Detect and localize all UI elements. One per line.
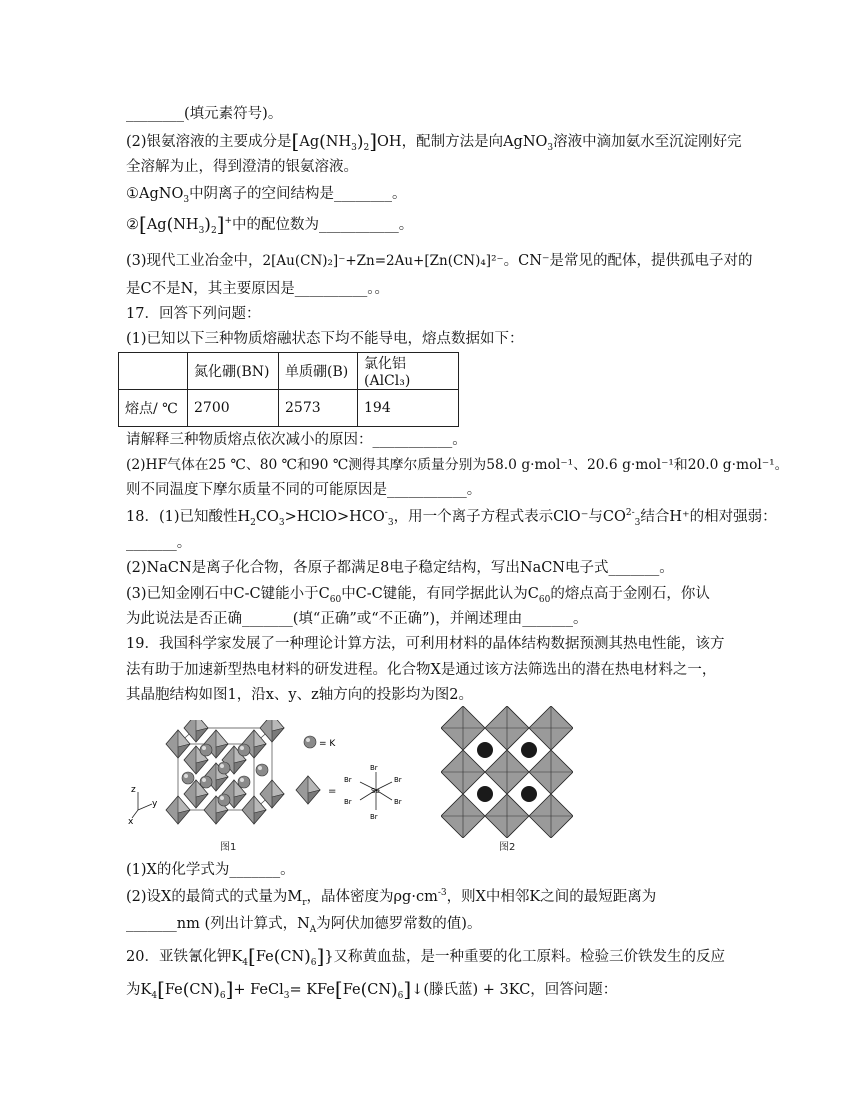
text: (3)现代工业冶金中， [126, 253, 263, 269]
text: 中阴离子的空间结构是________。 [189, 186, 407, 202]
table-row [119, 390, 459, 427]
q17-1-reason: 请解释三种物质熔点依次减小的原因：___________。 [126, 432, 467, 448]
chem: Fe [342, 982, 361, 998]
q16-1-blank: ________(填元素符号)。 [126, 106, 283, 122]
text: 的熔点高于金刚石，你认 [550, 586, 710, 602]
chem: Ag [299, 134, 320, 150]
text: (2)设X的最简式的式量为M [126, 889, 303, 905]
subscript: 60 [538, 594, 551, 605]
text: 18．(1)已知酸性H [126, 509, 251, 525]
table-cell: 熔点/ ℃ [119, 390, 188, 427]
se-label: Se [371, 787, 380, 795]
text: 。CN⁻是常见的配体，提供孤电子对的 [503, 253, 753, 269]
q19-line3: 其晶胞结构如图1，沿x、y、z轴方向的投影均为图2。 [126, 687, 473, 703]
legend-k-label: = K [319, 739, 336, 749]
br-label: Br [344, 798, 352, 806]
chem: Ag [146, 217, 167, 233]
chem: CN [367, 982, 392, 998]
table-cell: 氮化硼(BN) [188, 353, 279, 390]
q20-line1: 20．亚铁氰化钾$K_4[Fe(CN)_6]$}又称黄血盐，是一种重要的化工原料。检验三价铁发生的反应 [126, 944, 726, 968]
q19-line2: 法有助于加速新型热电材料的研发进程。化合物X是通过该方法筛选出的潜在热电材料之一， [126, 662, 717, 678]
text: ，晶体密度为ρg·cm [306, 889, 438, 905]
q16-2-sub1: ①AgNO$_3$中阴离子的空间结构是________。 [126, 186, 407, 205]
q18-1-blank: _______。 [126, 535, 192, 551]
q16-2-line2: 全溶解为止，得到澄清的银氨溶液。 [126, 159, 358, 175]
projection-k-atom [521, 742, 537, 758]
chem: NH [325, 134, 352, 150]
q18-3-line2: 为此说法是否正确_______(填“正确”或“不正确”)，并阐述理由_______。 [126, 611, 588, 627]
equation: 2[Au(CN)₂]⁻+Zn=2Au+[Zn(CN)₄]²⁻ [262, 253, 504, 269]
table-cell: 194 [358, 390, 459, 427]
table-cell [119, 353, 188, 390]
table-cell: 氯化铝(AlCl₃) [358, 353, 459, 390]
figure-2-projection [441, 706, 573, 838]
axis-y-label: y [152, 799, 158, 809]
q19-line1: 19．我国科学家发展了一种理论计算方法，可利用材料的晶体结构数据预测其热电性能，该方 [126, 636, 725, 652]
chem: Fe [164, 982, 183, 998]
q19-2-line2: _______nm (列出计算式，$N_A$为阿伏加德罗常数的值)。 [126, 916, 482, 935]
br-label: Br [394, 776, 402, 784]
q19-1: (1)X的化学式为_______。 [126, 862, 295, 878]
text: ，则X中相邻K之间的最短距离为 [446, 889, 657, 905]
projection-k-atom [477, 786, 493, 802]
q18-3-line1 [126, 584, 746, 604]
text: 中C-C键能，有同学据此认为C [341, 586, 539, 602]
br-label: Br [394, 798, 402, 806]
chem: CN [280, 949, 305, 965]
figure-1-unit-cell [126, 720, 426, 840]
axis-x-label: x [128, 817, 134, 827]
chem: CN [189, 982, 214, 998]
q18-1: 18．(1)已知酸性$H_2CO_3>HClO>HCO^-_3$，用一个离子方程式表示ClO⁻与$CO^{2-}_3$结合H⁺的相对强弱： [126, 508, 777, 528]
q18-2: (2)NaCN是离子化合物，各原子都满足8电子稳定结构，写出NaCN电子式_______。 [126, 560, 674, 576]
projection-k-atom [521, 786, 537, 802]
text: (3)已知金刚石中C-C键能小于C [126, 586, 330, 602]
q16-2-line1: (2)银氨溶液的主要成分是$[Ag(NH_3)_2]OH$，配制方法是向AgNO$_3$溶液中滴加氨水至沉淀刚好完 [126, 129, 742, 153]
q17-title: 17．回答下列问题： [126, 306, 261, 322]
text: ② [126, 217, 139, 233]
br-label: Br [370, 813, 378, 821]
text: _______nm (列出计算式，N [126, 916, 310, 932]
subscript: 60 [329, 594, 342, 605]
chem: NH [173, 217, 199, 233]
text: 20．亚铁氰化钾K [126, 949, 243, 965]
br-label: Br [370, 764, 378, 772]
projection-k-atom [477, 742, 493, 758]
projection-octahedra [441, 706, 573, 838]
q17-2-line2: 则不同温度下摩尔质量不同的可能原因是___________。 [126, 482, 482, 498]
q17-2-line1: (2)HF气体在25 ℃、80 ℃和90 ℃测得其摩尔质量分别为58.0 g·mol⁻¹、20.6 g·mol⁻¹和20.0 g·mol⁻¹。 [126, 457, 789, 473]
legend-equals: = [328, 786, 337, 797]
axes [132, 792, 152, 818]
br-label: Br [344, 776, 352, 784]
q16-2-sub2: $②[Ag(NH_3)_2]^+$中的配位数为___________。 [126, 212, 414, 236]
text: ①AgNO [126, 186, 184, 202]
table-row [119, 353, 459, 390]
figure-1-caption: 图1 [220, 842, 237, 853]
text: 溶液中滴加氨水至沉淀刚好完 [553, 134, 742, 150]
table-cell: 2700 [188, 390, 279, 427]
q16-3-line1 [126, 251, 753, 271]
text: 为K [126, 982, 152, 998]
figure-2-caption: 图2 [499, 842, 516, 853]
text: = KFe [289, 982, 335, 998]
q20-line2: 为$K_4[Fe(CN)_6]+$ FeCl$_3$= $KFe[Fe(CN)_6]↓$(滕氏蓝) + 3KC，回答问题： [126, 977, 618, 1001]
text: 结合H⁺的相对强弱： [640, 509, 777, 525]
axis-z-label: z [131, 785, 136, 795]
q17-1: (1)已知以下三种物质熔融状态下均不能导电，熔点数据如下： [126, 331, 524, 347]
text: >HClO>HCO [284, 509, 385, 525]
table-cell: 单质硼(B) [279, 353, 358, 390]
text: ，用一个离子方程式表示ClO⁻与CO [393, 509, 626, 525]
text: (2)银氨溶液的主要成分是 [126, 134, 292, 150]
q19-2-line1: (2)设X的最简式的式量为$M_r$，晶体密度为$\rho g\cdot cm^{-3}$，则X中相邻K之间的最短距离为 [126, 888, 657, 908]
text: CO [255, 509, 279, 525]
text: OH，配制方法是向AgNO [377, 134, 548, 150]
text: }又称黄血盐，是一种重要的化工原料。检验三价铁发生的反应 [324, 949, 726, 965]
q16-3-line2: 是C不是N，其主要原因是__________。。 [126, 281, 390, 297]
text: + FeCl [233, 982, 284, 998]
text: ↓(滕氏蓝) + 3KC，回答问题： [411, 982, 618, 998]
table-cell: 2573 [279, 390, 358, 427]
text: 为阿伏加德罗常数的值)。 [316, 916, 482, 932]
chem: Fe [255, 949, 274, 965]
text: 中的配位数为___________。 [232, 217, 414, 233]
melting-point-table [118, 352, 459, 427]
